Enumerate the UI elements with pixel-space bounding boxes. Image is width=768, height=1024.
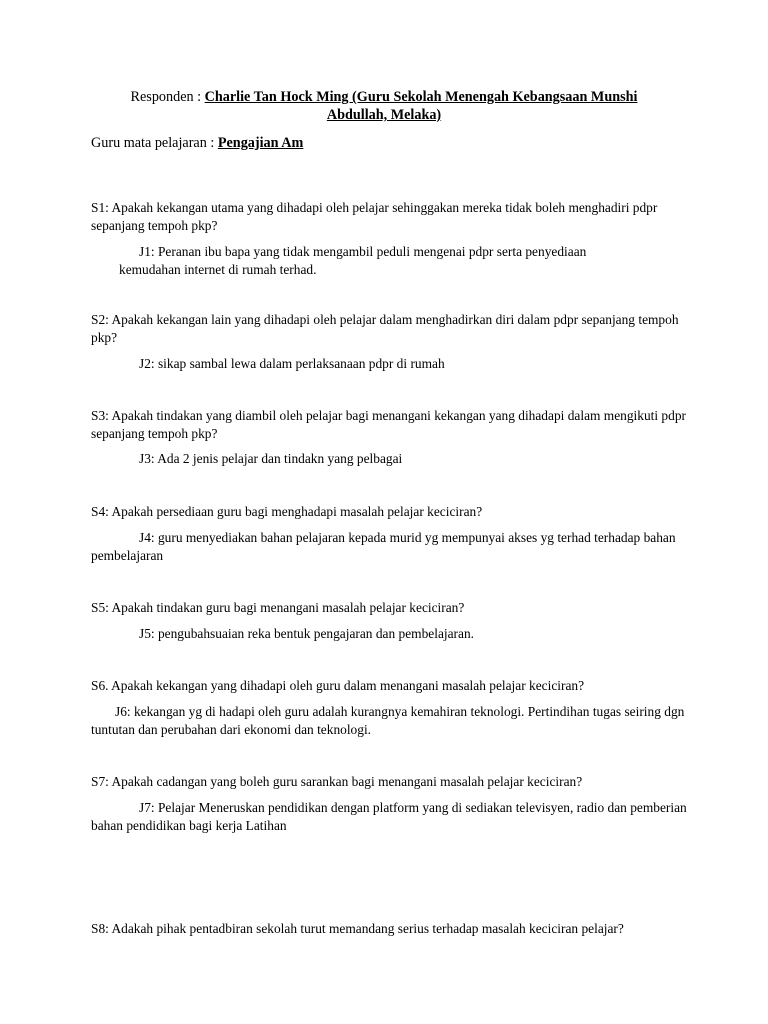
- question-3: S3: Apakah tindakan yang diambil oleh pelajar bagi menangani kekangan yang dihadapi dalam mengikuti pdpr sepanjang tempoh pkp?: [91, 408, 686, 442]
- question-2: S2: Apakah kekangan lain yang dihadapi oleh pelajar dalam menghadirkan diri dalam pdpr sepanjang tempoh pkp?: [91, 312, 679, 346]
- answer-5: J5: pengubahsuaian reka bentuk pengajaran dan pembelajaran.: [139, 626, 475, 642]
- question-6: S6. Apakah kekangan yang dihadapi oleh guru dalam menangani masalah pelajar keciciran?: [91, 678, 585, 694]
- answer-3: J3: Ada 2 jenis pelajar dan tindakn yang pelbagai: [139, 451, 403, 467]
- answer-7: J7: Pelajar Meneruskan pendidikan dengan platform yang di sediakan televisyen, radio dan pemberian bahan pendidikan bagi kerja Latihan: [91, 800, 687, 834]
- answer-2: J2: sikap sambal lewa dalam perlaksanaan pdpr di rumah: [139, 356, 445, 372]
- question-8: S8: Adakah pihak pentadbiran sekolah turut memandang serius terhadap masalah keciciran pelajar?: [91, 921, 624, 937]
- question-4: S4: Apakah persediaan guru bagi menghadapi masalah pelajar keciciran?: [91, 504, 483, 520]
- answer-6: J6: kekangan yg di hadapi oleh guru adalah kurangnya kemahiran teknologi. Pertindihan tugas seiring dgn tuntutan dan perubahan dari ekonomi dan teknologi.: [91, 704, 685, 738]
- subject-line: [91, 134, 303, 152]
- respondent-line-2: [40, 107, 728, 124]
- subject-value: Pengajian Am: [217, 135, 304, 151]
- respondent-label: Responden :: [130, 89, 205, 105]
- respondent-school: Abdullah, Melaka): [326, 107, 442, 123]
- question-7: S7: Apakah cadangan yang boleh guru sarankan bagi menangani masalah pelajar keciciran?: [91, 774, 583, 790]
- respondent-name: Charlie Tan Hock Ming (Guru Sekolah Menengah Kebangsaan Munshi: [204, 89, 638, 105]
- question-5: S5: Apakah tindakan guru bagi menangani masalah pelajar keciciran?: [91, 600, 465, 616]
- question-1: S1: Apakah kekangan utama yang dihadapi oleh pelajar sehinggakan mereka tidak boleh menghadiri pdpr sepanjang tempoh pkp?: [91, 200, 658, 234]
- answer-4: J4: guru menyediakan bahan pelajaran kepada murid yg mempunyai akses yg terhad terhadap bahan pembelajaran: [91, 530, 676, 564]
- subject-label: Guru mata pelajaran :: [91, 135, 218, 151]
- respondent-line-1: [40, 89, 728, 106]
- answer-1: J1: Peranan ibu bapa yang tidak mengambil peduli mengenai pdpr serta penyediaan kemudahan internet di rumah terhad.: [119, 244, 587, 278]
